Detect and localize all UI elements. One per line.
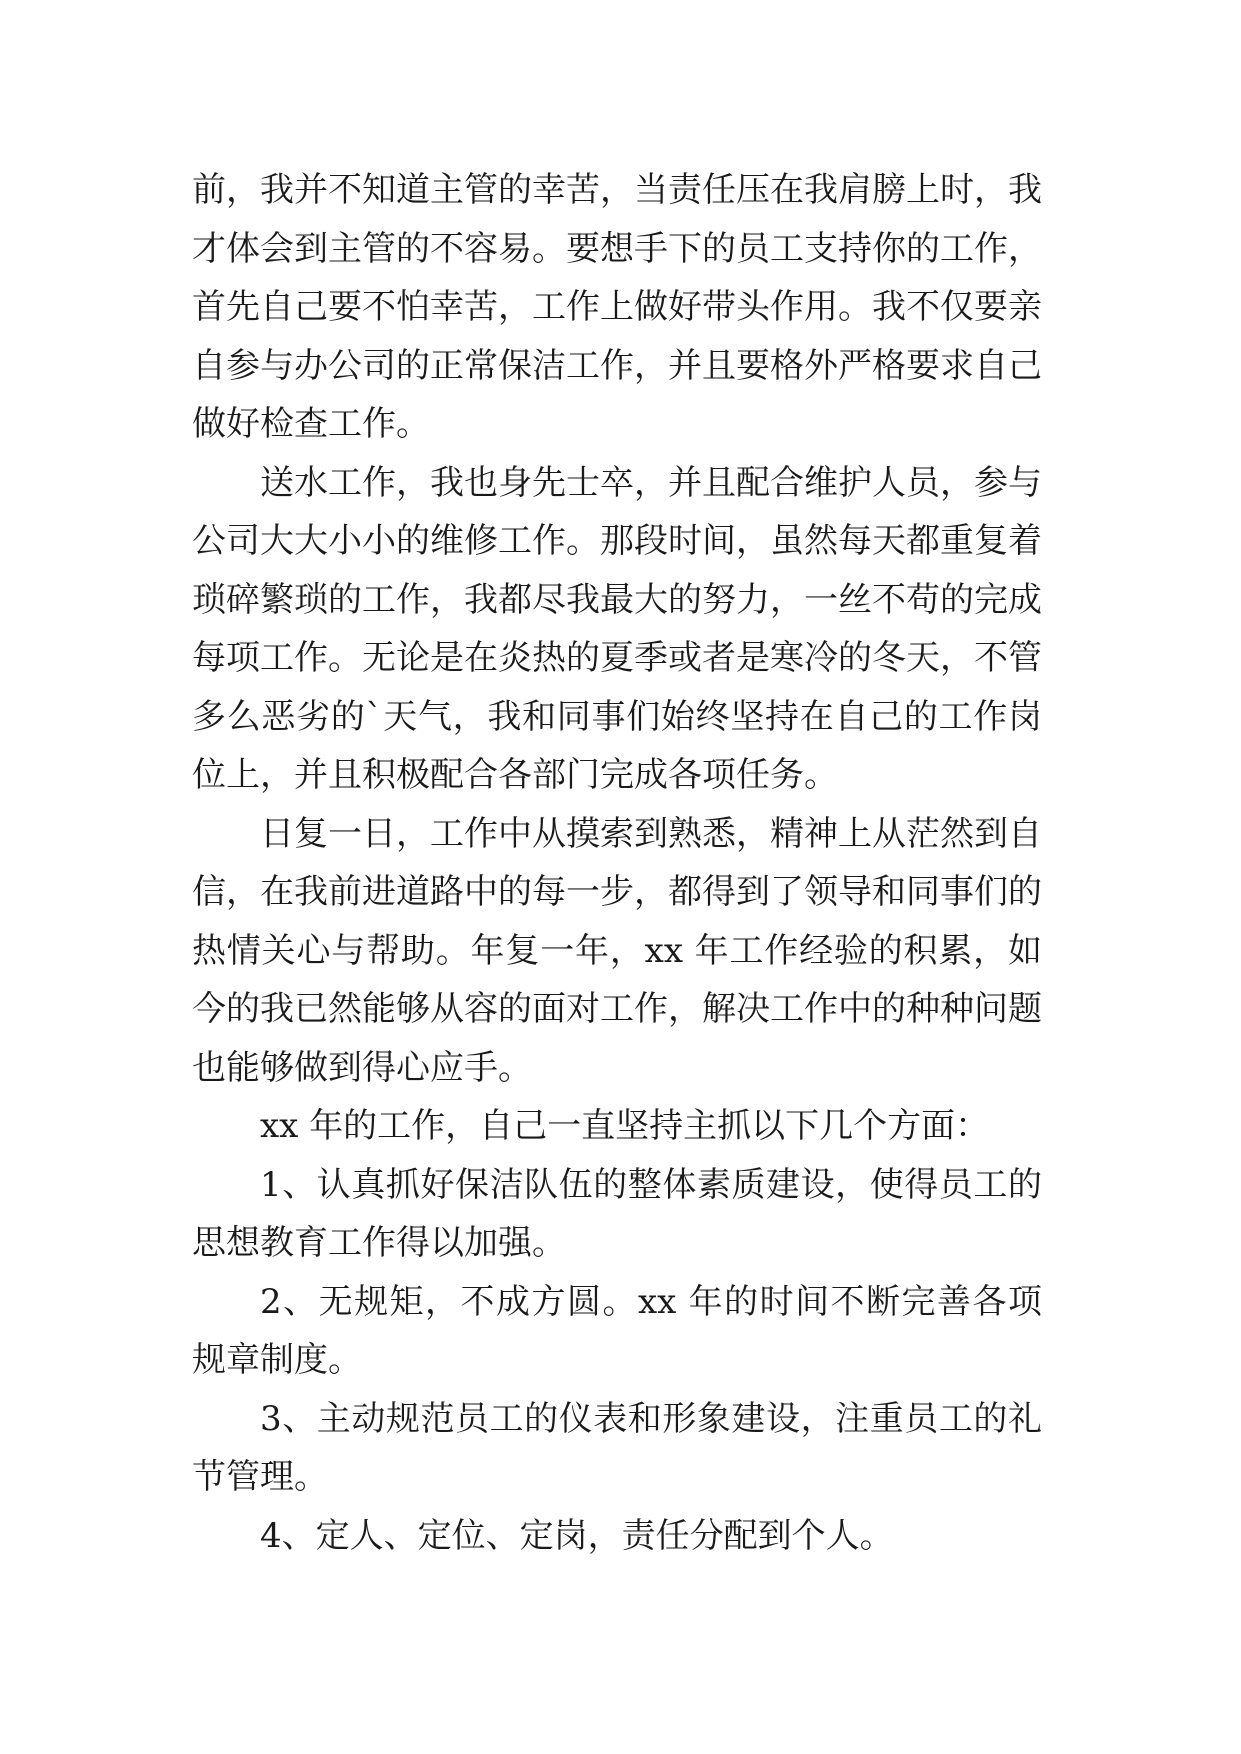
- paragraph-focus-areas-intro: xx 年的工作，自己一直坚持主抓以下几个方面：: [260, 1106, 990, 1146]
- paragraph-continued: 前，我并不知道主管的幸苦，当责任压在我肩膀上时，我才体会到主管的不容易。要想手下的员工支持你的工作，首先自己要不怕幸苦，工作上做好带头作用。我不仅要亲自参与办公司的正常保洁工作，并且要格外严格要求自己做好检查工作。: [192, 170, 1042, 444]
- list-item-4: 4、定人、定位、定岗，责任分配到个人。: [260, 1515, 894, 1556]
- list-item-3: 3、主动规范员工的仪表和形象建设，注重员工的礼节管理。: [192, 1398, 1042, 1497]
- paragraph-water-delivery: 送水工作，我也身先士卒，并且配合维护人员，参与公司大大小小的维修工作。那段时间，虽然每天都重复着琐碎繁琐的工作，我都尽我最大的努力，一丝不苟的完成每项工作。无论是在炎热的夏季或者是寒冷的冬天，不管多么恶劣的`天气，我和同事们始终坚持在自己的工作岗位上，并且积极配合各部门完成各项任务。: [192, 462, 1042, 795]
- paragraph-day-after-day: 日复一日，工作中从摸索到熟悉，精神上从茫然到自信，在我前进道路中的每一步，都得到了领导和同事们的热情关心与帮助。年复一年，xx 年工作经验的积累，如今的我已然能够从容的面对工作，解决工作中的种种问题也能够做到得心应手。: [192, 813, 1042, 1088]
- list-item-2: 2、无规矩，不成方圆。xx 年的时间不断完善各项规章制度。: [192, 1281, 1042, 1380]
- document-body: [192, 161, 1042, 1565]
- list-item-1: 1、认真抓好保洁队伍的整体素质建设，使得员工的思想教育工作得以加强。: [192, 1164, 1042, 1263]
